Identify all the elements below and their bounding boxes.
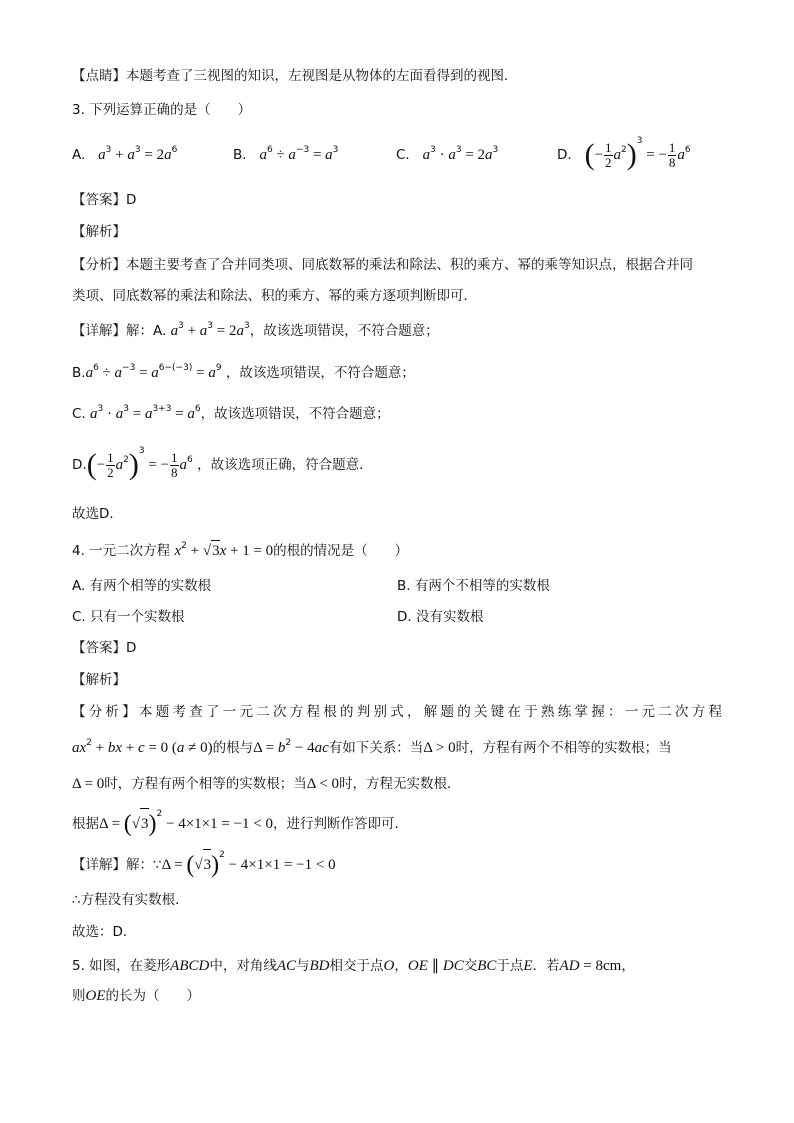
option-label: C. <box>396 147 410 163</box>
question-3: 3. 下列运算正确的是（ ） <box>72 102 252 118</box>
question-prefix: 4. 一元二次方程 <box>72 543 171 559</box>
detail-3-b: $B.a^6 \div a^{-3} = a^{6-(-3)} = a^9$ ，故该选项错误，不符合题意； <box>72 363 415 381</box>
inline-text: 根据 <box>72 816 99 832</box>
detail-4: 【详解】解：∵Δ = $(√3)^2 - 4\times 1\times 1 = -1 < 0$ <box>72 850 336 878</box>
q3-option-c: C. $a^3 \cdot a^3 = 2a^3$ <box>396 145 499 163</box>
question-4: 4. 一元二次方程 $x^2 + √3x + 1 = 0$的根的情况是（ ） <box>72 541 409 559</box>
option-label: D. <box>557 147 572 163</box>
choose-4: 故选：D． <box>72 924 137 940</box>
detail-suffix: ，故该选项错误，不符合题意； <box>249 323 439 339</box>
option-label: B. <box>233 147 247 163</box>
question-5-line-1: 5. 如图，在菱形ABCD中，对角线AC与BD相交于点O，OE ∥ DC交BC于点E．若AD = 8cm， <box>72 958 635 974</box>
option-label: A. <box>72 147 86 163</box>
inline-text: 的长为（ ） <box>105 988 200 1004</box>
analysis-4-line-1: 【分析】本题考查了一元二次方程根的判别式，解题的关键在于熟练掌握：一元二次方程 <box>72 704 722 720</box>
conclusion-4: ∴方程没有实数根． <box>72 892 189 908</box>
choose-3: 故选D． <box>72 506 123 522</box>
analysis-3-heading: 【解析】 <box>72 224 126 240</box>
q3-option-d: D. (− $\frac{1}{2}$ $a^2)^3$ = − $\frac{1}{8}$ $a^6$ <box>557 136 691 171</box>
q3-option-a: A. $a^3 + a^3 = 2a^6$ <box>72 145 178 163</box>
detail-suffix: ，故该选项正确，符合题意． <box>197 457 373 473</box>
inline-text: 有如下关系：当 <box>328 740 424 756</box>
inline-text: ．若 <box>532 958 560 974</box>
inline-text: 时，方程无实数根． <box>339 776 461 792</box>
inline-text: 时，方程有两个不相等的实数根；当 <box>455 740 672 756</box>
inline-text: 与 <box>296 958 310 974</box>
detail-prefix: 【详解】解：A. <box>72 323 167 339</box>
q4-option-b: B. 有两个不相等的实数根 <box>397 578 550 594</box>
q4-option-d: D. 没有实数根 <box>397 609 484 625</box>
answer-4: 【答案】D <box>72 640 137 656</box>
inline-text: 时，方程有两个相等的实数根；当 <box>104 776 307 792</box>
inline-text: 相交于点 <box>329 958 384 974</box>
inline-text: 【详解】解：∵ <box>72 857 162 873</box>
q3-option-b: B. $a^6 \div a^{-3} = a^3$ <box>233 145 339 163</box>
analysis-4-heading: 【解析】 <box>72 672 126 688</box>
q4-option-c: C. 只有一个实数根 <box>72 609 185 625</box>
detail-prefix: D. <box>72 457 87 473</box>
inline-text: ，进行判断作答即可． <box>273 816 409 832</box>
question-suffix: 的根的情况是（ ） <box>273 543 409 559</box>
analysis-3-line-2: 类项、同底数幂的乘法和除法、积的乘方、幂的乘方逐项判断即可． <box>72 288 477 304</box>
question-5-line-2: 则OE的长为（ ） <box>72 988 200 1004</box>
detail-3-a: 【详解】解：A. $a^3 + a^3 = 2a^3$，故该选项错误，不符合题意； <box>72 321 439 339</box>
detail-suffix: ，故该选项错误，不符合题意； <box>225 365 415 381</box>
inline-text: 交 <box>463 958 478 974</box>
analysis-4-line-3: Δ = 0时，方程有两个相等的实数根；当Δ < 0时，方程无实数根． <box>72 776 461 792</box>
inline-text: ， <box>621 958 635 974</box>
inline-text: 5. 如图，在菱形 <box>72 958 171 974</box>
inline-text: 则 <box>72 988 86 1004</box>
q4-option-a: A. 有两个相等的实数根 <box>72 578 212 594</box>
inline-text: ， <box>394 958 408 974</box>
inline-text: 中，对角线 <box>209 958 277 974</box>
analysis-4-line-2: $ax^2$ + bx + c = 0 (a ≠ 0)的根与$\Delta = b^2 - 4ac$有如下关系：当Δ > 0时，方程有两个不相等的实数根；当 <box>72 738 672 756</box>
analysis-4-line-4: 根据$\Delta = (√3)^2 - 4\times 1\times 1 = -1 < 0$，进行判断作答即可． <box>72 809 409 837</box>
detail-prefix: C. <box>72 406 86 422</box>
inline-text: 的根与 <box>212 740 254 756</box>
analysis-3-line-1: 【分析】本题主要考查了合并同类项、同底数幂的乘法和除法、积的乘方、幂的乘等知识点，根据合并同 <box>72 257 693 273</box>
answer-3: 【答案】D <box>72 192 137 208</box>
detail-3-d: D.(− $\frac{1}{2}$ $a^2)^3$ = − $\frac{1}{8}$ $a^6$ ，故该选项正确，符合题意． <box>72 446 373 481</box>
detail-suffix: ，故该选项错误，不符合题意； <box>200 406 390 422</box>
detail-prefix: B. <box>72 365 86 381</box>
inline-text: 于点 <box>496 958 524 974</box>
detail-3-c: C. $a^3 \cdot a^3 = a^{3+3} = a^6$，故该选项错误，不符合题意； <box>72 404 390 422</box>
dianjing-note: 【点睛】本题考查了三视图的知识，左视图是从物体的左面看得到的视图． <box>72 68 518 84</box>
